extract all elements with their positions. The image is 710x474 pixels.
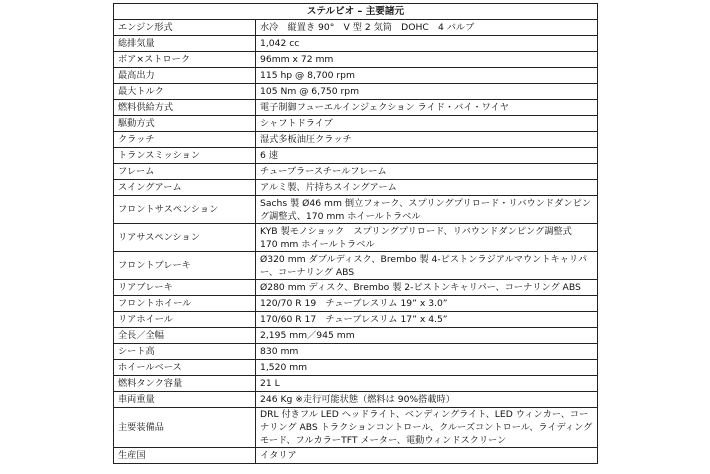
- row-value: 115 hp @ 8,700 rpm: [256, 68, 598, 84]
- row-label: 総排気量: [114, 36, 256, 52]
- table-row: [114, 312, 598, 328]
- row-value: DRL 付きフル LED ヘッドライト、ベンディングライト、LED ウィンカー、コーナリング ABS トラクションコントロール、クルーズコントロール、ライディングモード、フルカラーTFT メーター、電動ウィンドスクリーン: [256, 408, 598, 448]
- table-row: [114, 448, 598, 464]
- row-label: ボア×ストローク: [114, 52, 256, 68]
- title-row: [114, 4, 598, 20]
- table-row: [114, 344, 598, 360]
- table-row: [114, 132, 598, 148]
- table-row: [114, 52, 598, 68]
- table-row: [114, 376, 598, 392]
- row-value: 246 Kg ※走行可能状態（燃料は 90%搭載時）: [256, 392, 598, 408]
- row-value: 105 Nm @ 6,750 rpm: [256, 84, 598, 100]
- row-label: ホイールベース: [114, 360, 256, 376]
- row-label: 最高出力: [114, 68, 256, 84]
- table-row: [114, 84, 598, 100]
- table-row: [114, 296, 598, 312]
- row-value: チューブラースチールフレーム: [256, 164, 598, 180]
- row-label: フロントホイール: [114, 296, 256, 312]
- row-value: 6 速: [256, 148, 598, 164]
- table-row: [114, 360, 598, 376]
- row-value: アルミ製、片持ちスイングアーム: [256, 180, 598, 196]
- row-value: Sachs 製 Ø46 mm 倒立フォーク、スプリングプリロード・リバウンドダンピング調整式、170 mm ホイールトラベル: [256, 196, 598, 224]
- table-row: [114, 20, 598, 36]
- table-title: ステルビオ – 主要諸元: [114, 4, 598, 20]
- spec-sheet: [113, 3, 597, 464]
- row-label: 燃料タンク容量: [114, 376, 256, 392]
- row-label: 主要装備品: [114, 408, 256, 448]
- table-row: [114, 36, 598, 52]
- row-value: 120/70 R 19 チューブレスリム 19” x 3.0”: [256, 296, 598, 312]
- row-label: リアブレーキ: [114, 280, 256, 296]
- row-value: イタリア: [256, 448, 598, 464]
- table-row: [114, 100, 598, 116]
- row-label: シート高: [114, 344, 256, 360]
- row-value: 830 mm: [256, 344, 598, 360]
- row-value: 湿式多板油圧クラッチ: [256, 132, 598, 148]
- table-row: [114, 408, 598, 448]
- row-label: リアホイール: [114, 312, 256, 328]
- row-label: 生産国: [114, 448, 256, 464]
- row-value: 水冷 縦置き 90° V 型 2 気筒 DOHC 4 バルブ: [256, 20, 598, 36]
- row-value: 1,520 mm: [256, 360, 598, 376]
- row-value: 電子制御フューエルインジェクション ライド・バイ・ワイヤ: [256, 100, 598, 116]
- row-label: エンジン形式: [114, 20, 256, 36]
- row-value: 170/60 R 17 チューブレスリム 17” x 4.5”: [256, 312, 598, 328]
- row-label: 駆動方式: [114, 116, 256, 132]
- row-label: 最大トルク: [114, 84, 256, 100]
- table-row: [114, 252, 598, 280]
- row-value: 21 L: [256, 376, 598, 392]
- table-row: [114, 280, 598, 296]
- row-label: フレーム: [114, 164, 256, 180]
- row-value: 1,042 cc: [256, 36, 598, 52]
- table-row: [114, 164, 598, 180]
- row-label: フロントサスペンション: [114, 196, 256, 224]
- table-row: [114, 180, 598, 196]
- table-row: [114, 328, 598, 344]
- row-label: トランスミッション: [114, 148, 256, 164]
- row-value: 96mm x 72 mm: [256, 52, 598, 68]
- row-label: スイングアーム: [114, 180, 256, 196]
- table-row: [114, 116, 598, 132]
- row-label: 燃料供給方式: [114, 100, 256, 116]
- table-row: [114, 224, 598, 252]
- row-label: クラッチ: [114, 132, 256, 148]
- table-row: [114, 68, 598, 84]
- table-row: [114, 392, 598, 408]
- row-label: 全長／全幅: [114, 328, 256, 344]
- row-label: 車両重量: [114, 392, 256, 408]
- table-row: [114, 196, 598, 224]
- table-row: [114, 148, 598, 164]
- row-value: Ø280 mm ディスク、Brembo 製 2-ピストンキャリパー、コーナリング ABS: [256, 280, 598, 296]
- spec-table: [113, 3, 598, 464]
- row-value: 2,195 mm／945 mm: [256, 328, 598, 344]
- row-label: リアサスペンション: [114, 224, 256, 252]
- row-value: KYB 製モノショック スプリングプリロード、リバウンドダンピング調整式 170 mm ホイールトラベル: [256, 224, 598, 252]
- row-label: フロントブレーキ: [114, 252, 256, 280]
- row-value: Ø320 mm ダブルディスク、Brembo 製 4-ピストンラジアルマウントキャリパー、コーナリング ABS: [256, 252, 598, 280]
- row-value: シャフトドライブ: [256, 116, 598, 132]
